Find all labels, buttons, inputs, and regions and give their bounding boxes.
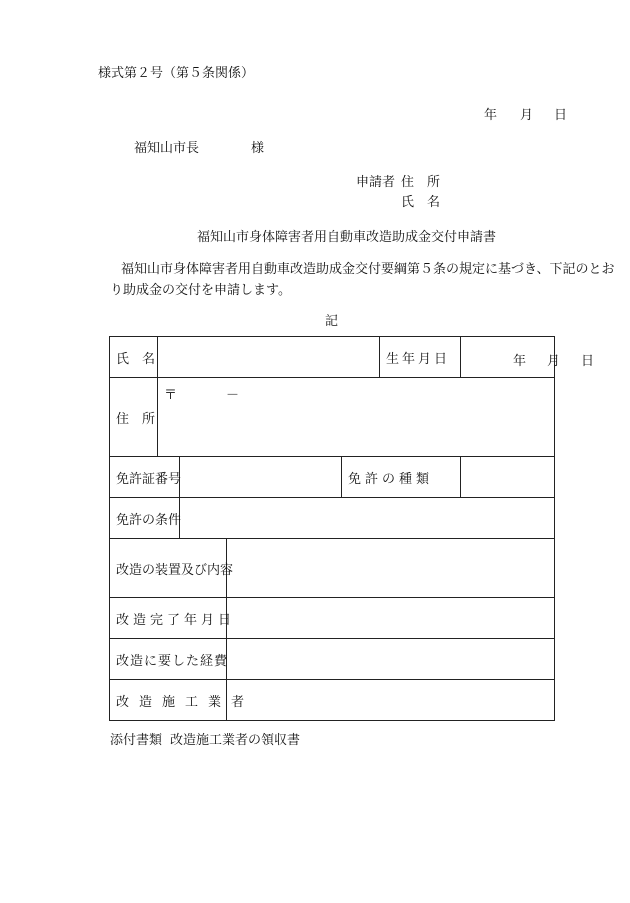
license-conditions-label: 免許の条件 bbox=[110, 498, 180, 539]
date-day: 日 bbox=[554, 108, 568, 123]
attachment-label: 添付書類 bbox=[110, 733, 163, 748]
application-table bbox=[109, 336, 595, 721]
postal-dash: － bbox=[226, 388, 240, 403]
ki-heading: 記 bbox=[325, 314, 339, 329]
body-text-line1: 福知山市身体障害者用自動車改造助成金交付要綱第５条の規定に基づき、下記のとお bbox=[121, 262, 615, 277]
table-row bbox=[110, 539, 555, 598]
applicant-name-label: 氏 名 bbox=[401, 195, 441, 210]
table-row bbox=[110, 457, 555, 498]
license-type-value-cell[interactable] bbox=[461, 457, 555, 498]
license-type-label: 免許の種類 bbox=[342, 457, 461, 498]
addressee-name: 福知山市長 bbox=[134, 141, 200, 156]
modification-details-value-cell[interactable] bbox=[227, 539, 555, 598]
name-label: 氏 名 bbox=[110, 337, 158, 378]
name-value-cell[interactable] bbox=[158, 337, 380, 378]
applicant-address-label: 住 所 bbox=[401, 175, 441, 190]
postal-mark: 〒 bbox=[164, 388, 178, 403]
date-month: 月 bbox=[520, 108, 534, 123]
license-number-value-cell[interactable] bbox=[180, 457, 342, 498]
modification-details-label: 改造の装置及び内容 bbox=[110, 539, 227, 598]
license-number-label: 免許証番号 bbox=[110, 457, 180, 498]
body-text-line2: り助成金の交付を申請します。 bbox=[110, 283, 291, 298]
table-row bbox=[110, 598, 555, 639]
applicant-label: 申請者 bbox=[356, 175, 396, 190]
contractor-value-cell[interactable] bbox=[227, 680, 555, 721]
completion-date-label: 改造完了年月日 bbox=[110, 598, 227, 639]
table-row bbox=[110, 498, 555, 539]
date-year: 年 bbox=[484, 108, 498, 123]
cost-label: 改造に要した経費 bbox=[110, 639, 227, 680]
table-row bbox=[110, 680, 555, 721]
table-row bbox=[110, 337, 555, 378]
contractor-label: 改造施工業者 bbox=[110, 680, 227, 721]
birthdate-value-cell[interactable] bbox=[461, 337, 595, 378]
table-row bbox=[110, 378, 555, 457]
birth-year: 年 bbox=[513, 354, 527, 369]
form-number: 様式第２号（第５条関係） bbox=[98, 66, 255, 81]
document-title: 福知山市身体障害者用自動車改造助成金交付申請書 bbox=[197, 230, 497, 245]
addressee-honorific: 様 bbox=[251, 141, 265, 156]
address-value-cell[interactable] bbox=[158, 378, 555, 457]
birth-day: 日 bbox=[581, 354, 595, 369]
license-conditions-value-cell[interactable] bbox=[180, 498, 555, 539]
cost-value-cell[interactable] bbox=[227, 639, 555, 680]
birth-month: 月 bbox=[547, 354, 561, 369]
address-label: 住 所 bbox=[110, 378, 158, 457]
table-row bbox=[110, 639, 555, 680]
attachment-item: 改造施工業者の領収書 bbox=[170, 733, 301, 748]
completion-date-value-cell[interactable] bbox=[227, 598, 555, 639]
birthdate-label: 生年月日 bbox=[380, 337, 461, 378]
